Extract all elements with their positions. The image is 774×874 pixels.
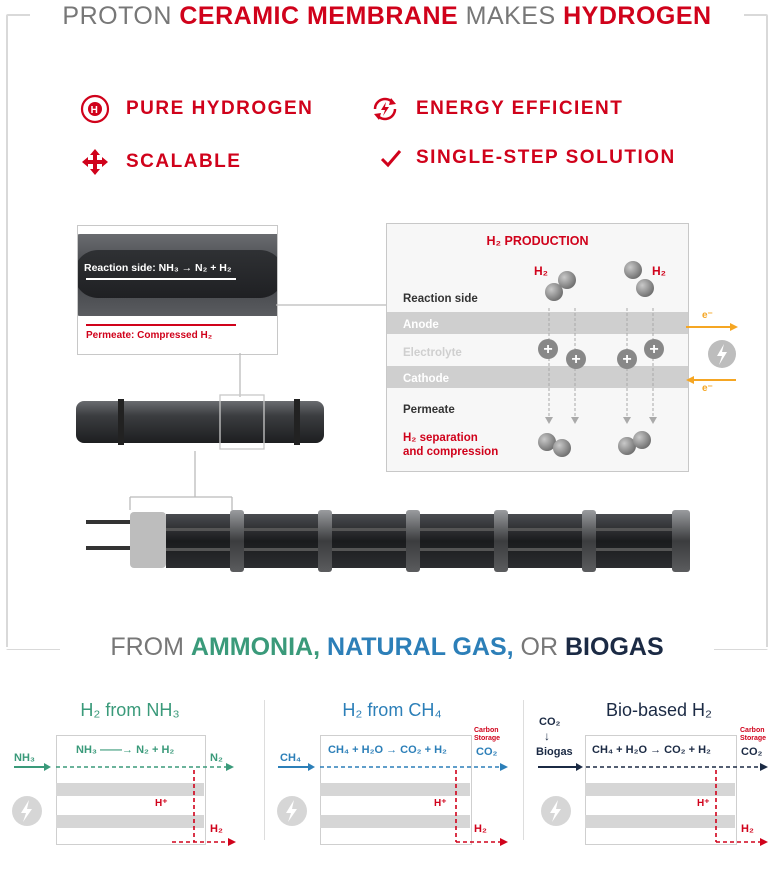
bio-power-icon <box>534 789 578 833</box>
bio-down-arrow-icon: ↓ <box>544 729 550 743</box>
title-makes: MAKES <box>458 2 564 30</box>
ch4-output-label: CO₂ <box>476 746 498 758</box>
reaction-side-label: Reaction side: NH₃ → N₂ + H₂ <box>84 262 232 274</box>
feature-single-label: SINGLE-STEP SOLUTION <box>416 147 676 168</box>
bio-reaction-label: CH₄ + H₂O → CO₂ + H₂ <box>592 744 711 756</box>
feature-scalable-label: SCALABLE <box>126 151 242 172</box>
electron-bottom-label: e⁻ <box>702 383 713 394</box>
separation-text-2: and compression <box>403 446 499 458</box>
h2-production-panel <box>386 223 689 472</box>
membrane-module-assembly <box>80 500 720 590</box>
feature-efficient-label: ENERGY EFFICIENT <box>416 98 624 119</box>
electron-top-label: e⁻ <box>702 310 713 321</box>
proton-transport-graphic <box>387 224 688 471</box>
feature-pure-label: PURE HYDROGEN <box>126 98 314 119</box>
svg-text:+: + <box>571 351 581 368</box>
sources-or: OR <box>513 633 565 661</box>
bio-co2-in-label: CO₂ <box>539 716 561 728</box>
bio-input-label: Biogas <box>536 746 573 758</box>
title-prefix: PROTON <box>62 2 180 30</box>
title-ceramic-membrane: CERAMIC MEMBRANE <box>179 2 459 30</box>
nh3-title: H₂ from NH₃ <box>80 700 180 720</box>
ch4-product-label: H₂ <box>474 823 487 835</box>
cathode-text: Cathode <box>403 373 449 385</box>
ch4-carbon-storage-1: Carbon <box>474 727 499 734</box>
bio-product-label: H₂ <box>741 823 754 835</box>
nh3-reaction-label: NH₃ ——→ N₂ + H₂ <box>76 744 175 756</box>
nh3-output-label: N₂ <box>210 752 223 764</box>
separation-text-1: H₂ separation <box>403 432 478 444</box>
ch4-input-label: CH₄ <box>280 752 302 764</box>
ch4-carbon-storage-2: Storage <box>474 735 501 742</box>
sources-title <box>60 628 714 666</box>
bio-proton-label: H⁺ <box>697 798 710 809</box>
ch4-reaction-label: CH₄ + H₂O → CO₂ + H₂ <box>328 744 447 756</box>
ch4-title: H₂ from CH₄ <box>342 700 442 720</box>
svg-text:+: + <box>649 341 659 358</box>
electron-circuit <box>686 305 746 395</box>
bio-carbon-storage-2: Storage <box>740 735 767 742</box>
sources-ammonia: AMMONIA, <box>190 633 321 661</box>
production-title: H₂ PRODUCTION <box>486 234 589 248</box>
bio-title: Bio-based H₂ <box>605 700 713 720</box>
nh3-product-label: H₂ <box>210 823 223 835</box>
anode-text: Anode <box>403 319 439 331</box>
h2-label-left: H₂ <box>534 264 548 278</box>
bio-carbon-storage-1: Carbon <box>740 727 765 734</box>
single-membrane-tube <box>70 393 340 455</box>
electrolyte-text: Electrolyte <box>403 347 462 359</box>
bio-output-label: CO₂ <box>741 746 763 758</box>
nh3-power-icon <box>5 789 49 833</box>
reaction-side-text: Reaction side <box>403 293 478 305</box>
sources-biogas: BIOGAS <box>565 633 664 661</box>
sources-prefix: FROM <box>110 633 191 661</box>
h2-label-right: H₂ <box>652 264 666 278</box>
title-hydrogen: HYDROGEN <box>563 2 712 30</box>
svg-text:H: H <box>90 105 100 116</box>
svg-text:+: + <box>543 341 553 358</box>
nh3-proton-label: H⁺ <box>155 798 168 809</box>
svg-text:+: + <box>622 351 632 368</box>
sources-natural-gas: NATURAL GAS, <box>320 633 514 661</box>
ch4-power-icon <box>270 789 314 833</box>
ch4-proton-label: H⁺ <box>434 798 447 809</box>
permeate-label: Permeate: Compressed H₂ <box>86 330 213 341</box>
permeate-text: Permeate <box>403 404 455 416</box>
nh3-input-label: NH₃ <box>14 752 35 764</box>
